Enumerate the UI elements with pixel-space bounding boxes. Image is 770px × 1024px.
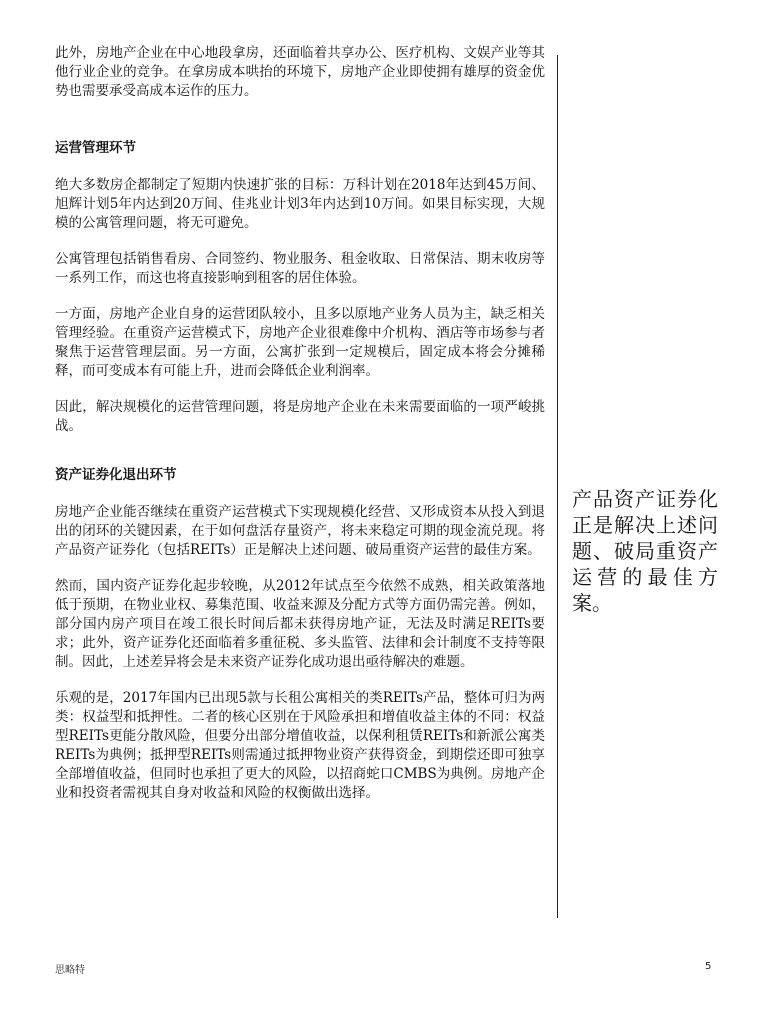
intro-paragraph: 此外，房地产企业在中心地段拿房，还面临着共享办公、医疗机构、文娱产业等其他行业企业的竞争。在拿房成本哄抬的环境下，房地产企业即使拥有雄厚的资金优势也需要承受高成本运作的压力。 — [55, 45, 545, 99]
operations-paragraph: 公寓管理包括销售看房、合同签约、物业服务、租金收取、日常保洁、期末收房等一系列工作，而这也将直接影响到租客的居住体验。 — [55, 251, 545, 286]
page-number: 5 — [705, 961, 712, 972]
operations-paragraph: 因此，解决规模化的运营管理问题，将是房地产企业在未来需要面临的一项严峻挑战。 — [55, 399, 545, 434]
securitization-paragraph: 房地产企业能否继续在重资产运营模式下实现规模化经营、又形成资本从投入到退出的闭环的关键因素，在于如何盘活存量资产，将未来稳定可期的现金流兑现。将产品资产证券化（包括REITs）正是解决上述问题、破局重资产运营的最佳方案。 — [55, 504, 545, 558]
section-heading-securitization: 资产证券化退出环节 — [55, 467, 177, 483]
securitization-paragraph: 然而，国内资产证券化起步较晚，从2012年试点至今依然不成熟，相关政策落地低于预期，在物业业权、募集范围、收益来源及分配方式等方面仍需完善。例如，部分国内房产项目在竣工很长时间后都未获得房地产证，无法及时满足REITs要求；此外，资产证券化还面临着多重征税、多头监管、法律和会计制度不支持等限制。因此，上述差异将会是未来资产证券化成功退出亟待解决的难题。 — [55, 578, 545, 670]
column-divider — [557, 55, 558, 918]
operations-paragraph: 绝大多数房企都制定了短期内快速扩张的目标：万科计划在2018年达到45万间、旭辉计划5年内达到20万间、佳兆业计划3年内达到10万间。如果目标实现，大规模的公寓管理问题，将无可避免。 — [55, 177, 545, 231]
main-column — [55, 44, 545, 820]
securitization-paragraph: 乐观的是，2017年国内已出现5款与长租公寓相关的类REITs产品，整体可归为两类：权益型和抵押性。二者的核心区别在于风险承担和增值收益主体的不同：权益型REITs更能分散风险，但要分出部分增值收益，以保利租赁REITs和新派公寓类REITs为典例；抵押型REITs则需通过抵押物业资产获得资金，到期偿还即可独享全部增值收益，但同时也承担了更大的风险，以招商蛇口CMBS为典例。房地产企业和投资者需视其自身对收益和风险的权衡做出选择。 — [55, 690, 545, 801]
section-heading-operations: 运营管理环节 — [55, 140, 136, 156]
operations-paragraph: 一方面，房地产企业自身的运营团队较小，且多以原地产业务人员为主，缺乏相关管理经验。在重资产运营模式下，房地产企业很难像中介机构、酒店等市场参与者聚焦于运营管理层面。另一方面，公寓扩张到一定规模后，固定成本将会分摊稀释，而可变成本有可能上升，进而会降低企业利润率。 — [55, 306, 545, 379]
pull-quote: 产品资产证券化正是解决上述问题、破局重资产运营的最佳方案。 — [572, 487, 718, 615]
footer-brand: 思略特 — [55, 965, 85, 976]
